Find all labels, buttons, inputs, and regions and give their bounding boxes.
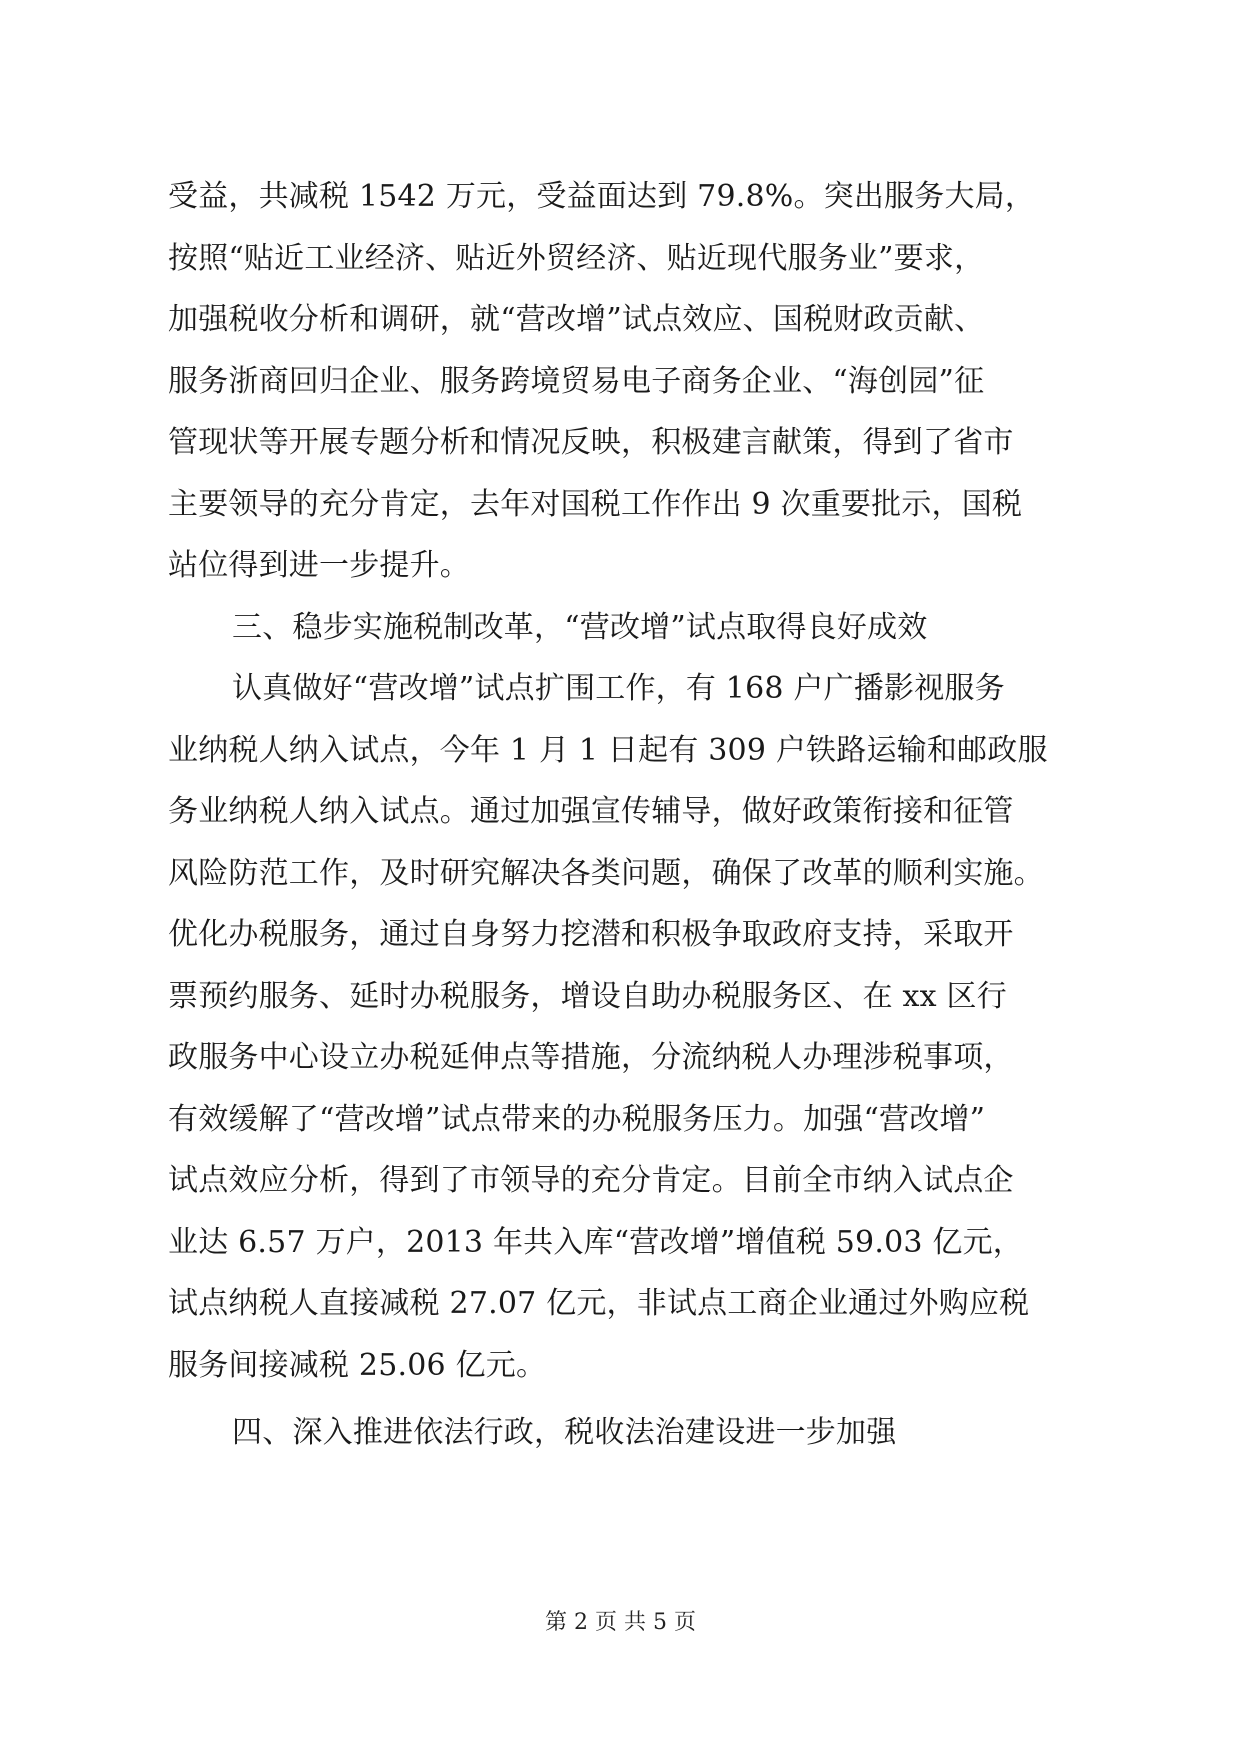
section-heading-4: 四、深入推进依法行政，税收法治建设进一步加强 [232, 1415, 897, 1450]
paragraph-line: 站位得到进一步提升。 [168, 548, 470, 583]
paragraph-line: 认真做好“营改增”试点扩围工作，有 168 户广播影视服务 [232, 671, 1005, 706]
paragraph-line: 受益，共减税 1542 万元，受益面达到 79.8%。突出服务大局， [168, 179, 1036, 214]
paragraph-line: 主要领导的充分肯定，去年对国税工作作出 9 次重要批示，国税 [168, 486, 1023, 522]
paragraph-line: 按照“贴近工业经济、贴近外贸经济、贴近现代服务业”要求， [168, 240, 985, 276]
paragraph-line: 服务浙商回归企业、服务跨境贸易电子商务企业、“海创园”征 [168, 363, 985, 399]
paragraph-line: 业达 6.57 万户，2013 年共入库“营改增”增值税 59.03 亿元， [168, 1224, 1023, 1260]
paragraph-line: 加强税收分析和调研，就“营改增”试点效应、国税财政贡献、 [168, 302, 985, 337]
paragraph-line: 政服务中心设立办税延伸点等措施，分流纳税人办理涉税事项， [168, 1040, 1014, 1075]
paragraph-line: 有效缓解了“营改增”试点带来的办税服务压力。加强“营改增” [168, 1101, 986, 1137]
paragraph-line: 试点纳税人直接减税 27.07 亿元，非试点工商企业通过外购应税 [168, 1286, 1030, 1321]
paragraph-line: 管现状等开展专题分析和情况反映，积极建言献策，得到了省市 [168, 425, 1014, 460]
paragraph-line: 业纳税人纳入试点，今年 1 月 1 日起有 309 户铁路运输和邮政服 [168, 732, 1048, 768]
paragraph-line: 优化办税服务，通过自身努力挖潜和积极争取政府支持，采取开 [168, 917, 1014, 952]
page-number-footer: 第 2 页 共 5 页 [545, 1610, 696, 1635]
paragraph-line: 风险防范工作，及时研究解决各类问题，确保了改革的顺利实施。 [168, 855, 1044, 891]
paragraph-line: 服务间接减税 25.06 亿元。 [168, 1347, 547, 1383]
paragraph-line: 务业纳税人纳入试点。通过加强宣传辅导，做好政策衔接和征管 [168, 794, 1014, 829]
section-heading-3: 三、稳步实施税制改革，“营改增”试点取得良好成效 [232, 609, 928, 645]
document-body [168, 166, 1088, 1464]
paragraph-line: 试点效应分析，得到了市领导的充分肯定。目前全市纳入试点企 [168, 1163, 1014, 1198]
paragraph-line: 票预约服务、延时办税服务，增设自助办税服务区、在 xx 区行 [168, 978, 1007, 1014]
